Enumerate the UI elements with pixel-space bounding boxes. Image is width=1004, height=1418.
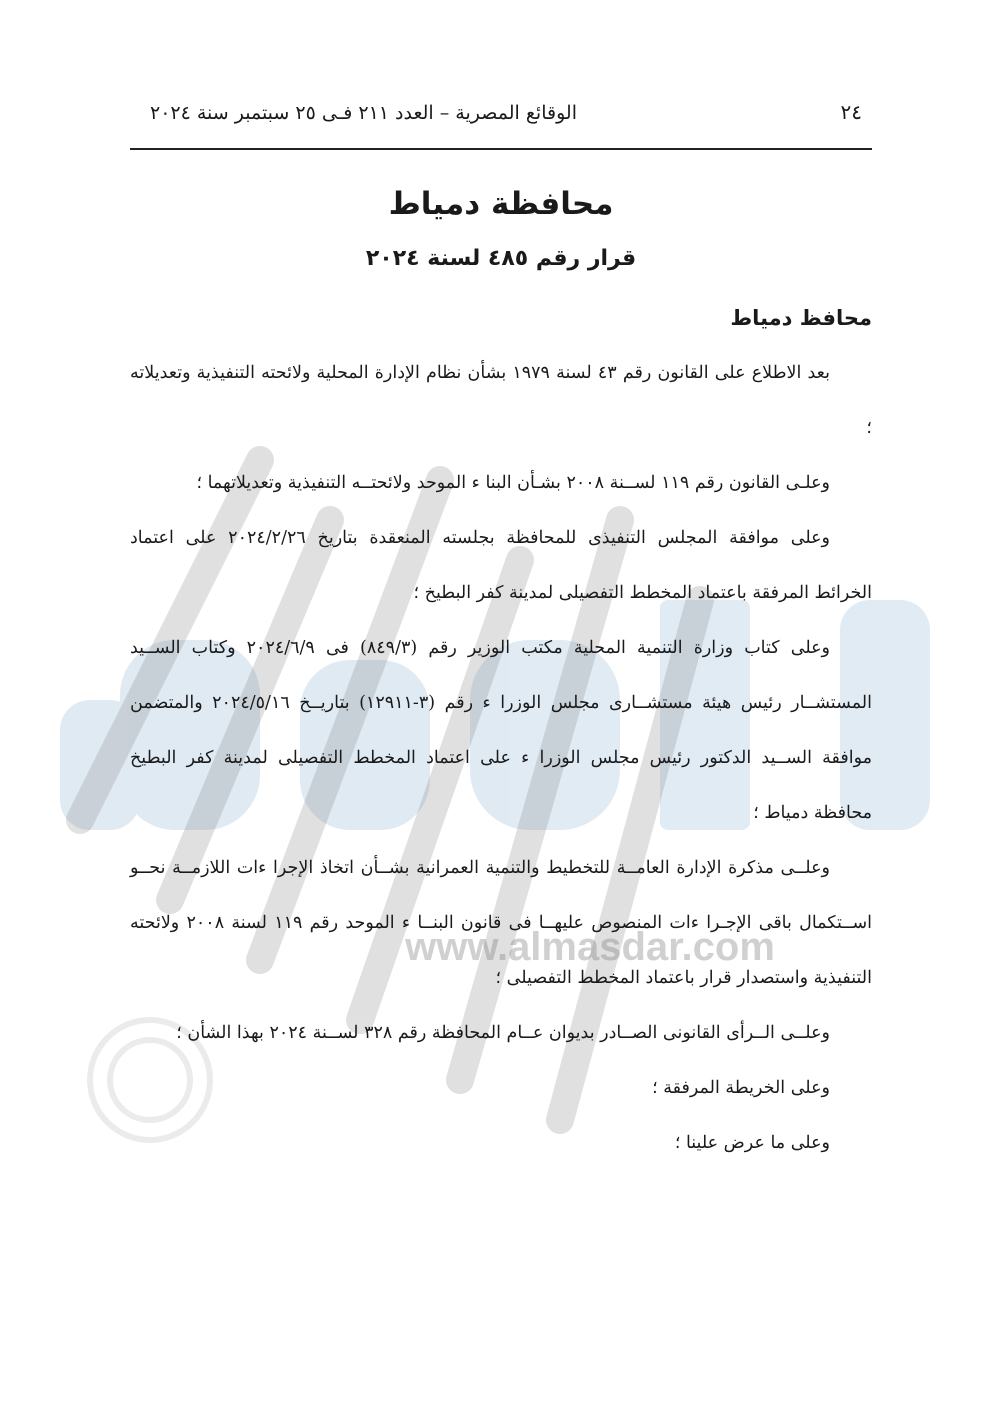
paragraph-building-law: وعلـى القانون رقم ١١٩ لســنة ٢٠٠٨ بشـأن البنا ء الموحد ولائحتــه التنفيذية وتعديلاتهما ؛ [196,473,830,493]
page-number: ٢٤ [840,100,862,124]
running-header [130,100,872,150]
decree-body [130,346,872,1171]
paragraph-local-admin-law: بعد الاطلاع على القانون رقم ٤٣ لسنة ١٩٧٩ بشأن نظام الإدارة المحلية ولائحته التنفيذية وتعديلاته ؛ [130,363,872,438]
paragraph-legal-opinion: وعلــى الــرأى القانونى الصــادر بديوان عــام المحافظة رقم ٣٢٨ لســنة ٢٠٢٤ بهذا الشأن ؛ [176,1023,830,1043]
issuer-heading: محافظ دمياط [730,306,872,330]
paragraph-presented: وعلى ما عرض علينا ؛ [674,1133,830,1153]
paragraph-attached-map: وعلى الخريطة المرفقة ؛ [652,1078,830,1098]
paragraph-planning-memo: وعلــى مذكرة الإدارة العامــة للتخطيط والتنمية العمرانية بشــأن اتخاذ الإجرا ءات اللازمــة نحــو اســتكمال باقى الإجـرا ءات المنصوص عليهــا فى قانون البنــا ء الموحد رقم ١١٩ لسنة ٢٠٠٨ ولائحته التنفيذية واستصدار قرار باعتماد المخطط التفصيلى ؛ [130,858,873,988]
decree-title: قرار رقم ٤٨٥ لسنة ٢٠٢٤ [365,246,637,271]
publication-line: الوقائع المصرية – العدد ٢١١ فـى ٢٥ سبتمبر سنة ٢٠٢٤ [150,102,577,124]
document-content [130,100,872,1171]
paragraph-council-approval: وعلى موافقة المجلس التنفيذى للمحافظة بجلسته المنعقدة بتاريخ ٢٠٢٤/٢/٢٦ على اعتماد الخرائط المرفقة باعتماد المخطط التفصيلى لمدينة كفر البطيخ ؛ [130,528,872,603]
paragraph-ministry-letter: وعلى كتاب وزارة التنمية المحلية مكتب الوزير رقم (٨٤٩/٣) فى ٢٠٢٤/٦/٩ وكتاب الســيد المستشــار رئيس هيئة مستشــارى مجلس الوزرا ء رقم (٣-١٢٩١١) بتاريــخ ٢٠٢٤/٥/١٦ والمتضمن موافقة الســيد الدكتور رئيس مجلس الوزرا ء على اعتماد المخطط التفصيلى لمدينة كفر البطيخ محافظة دمياط ؛ [130,638,873,823]
agency-title: محافظة دمياط [388,186,614,222]
watermark-site-text: www.almasdar.com [405,925,775,969]
